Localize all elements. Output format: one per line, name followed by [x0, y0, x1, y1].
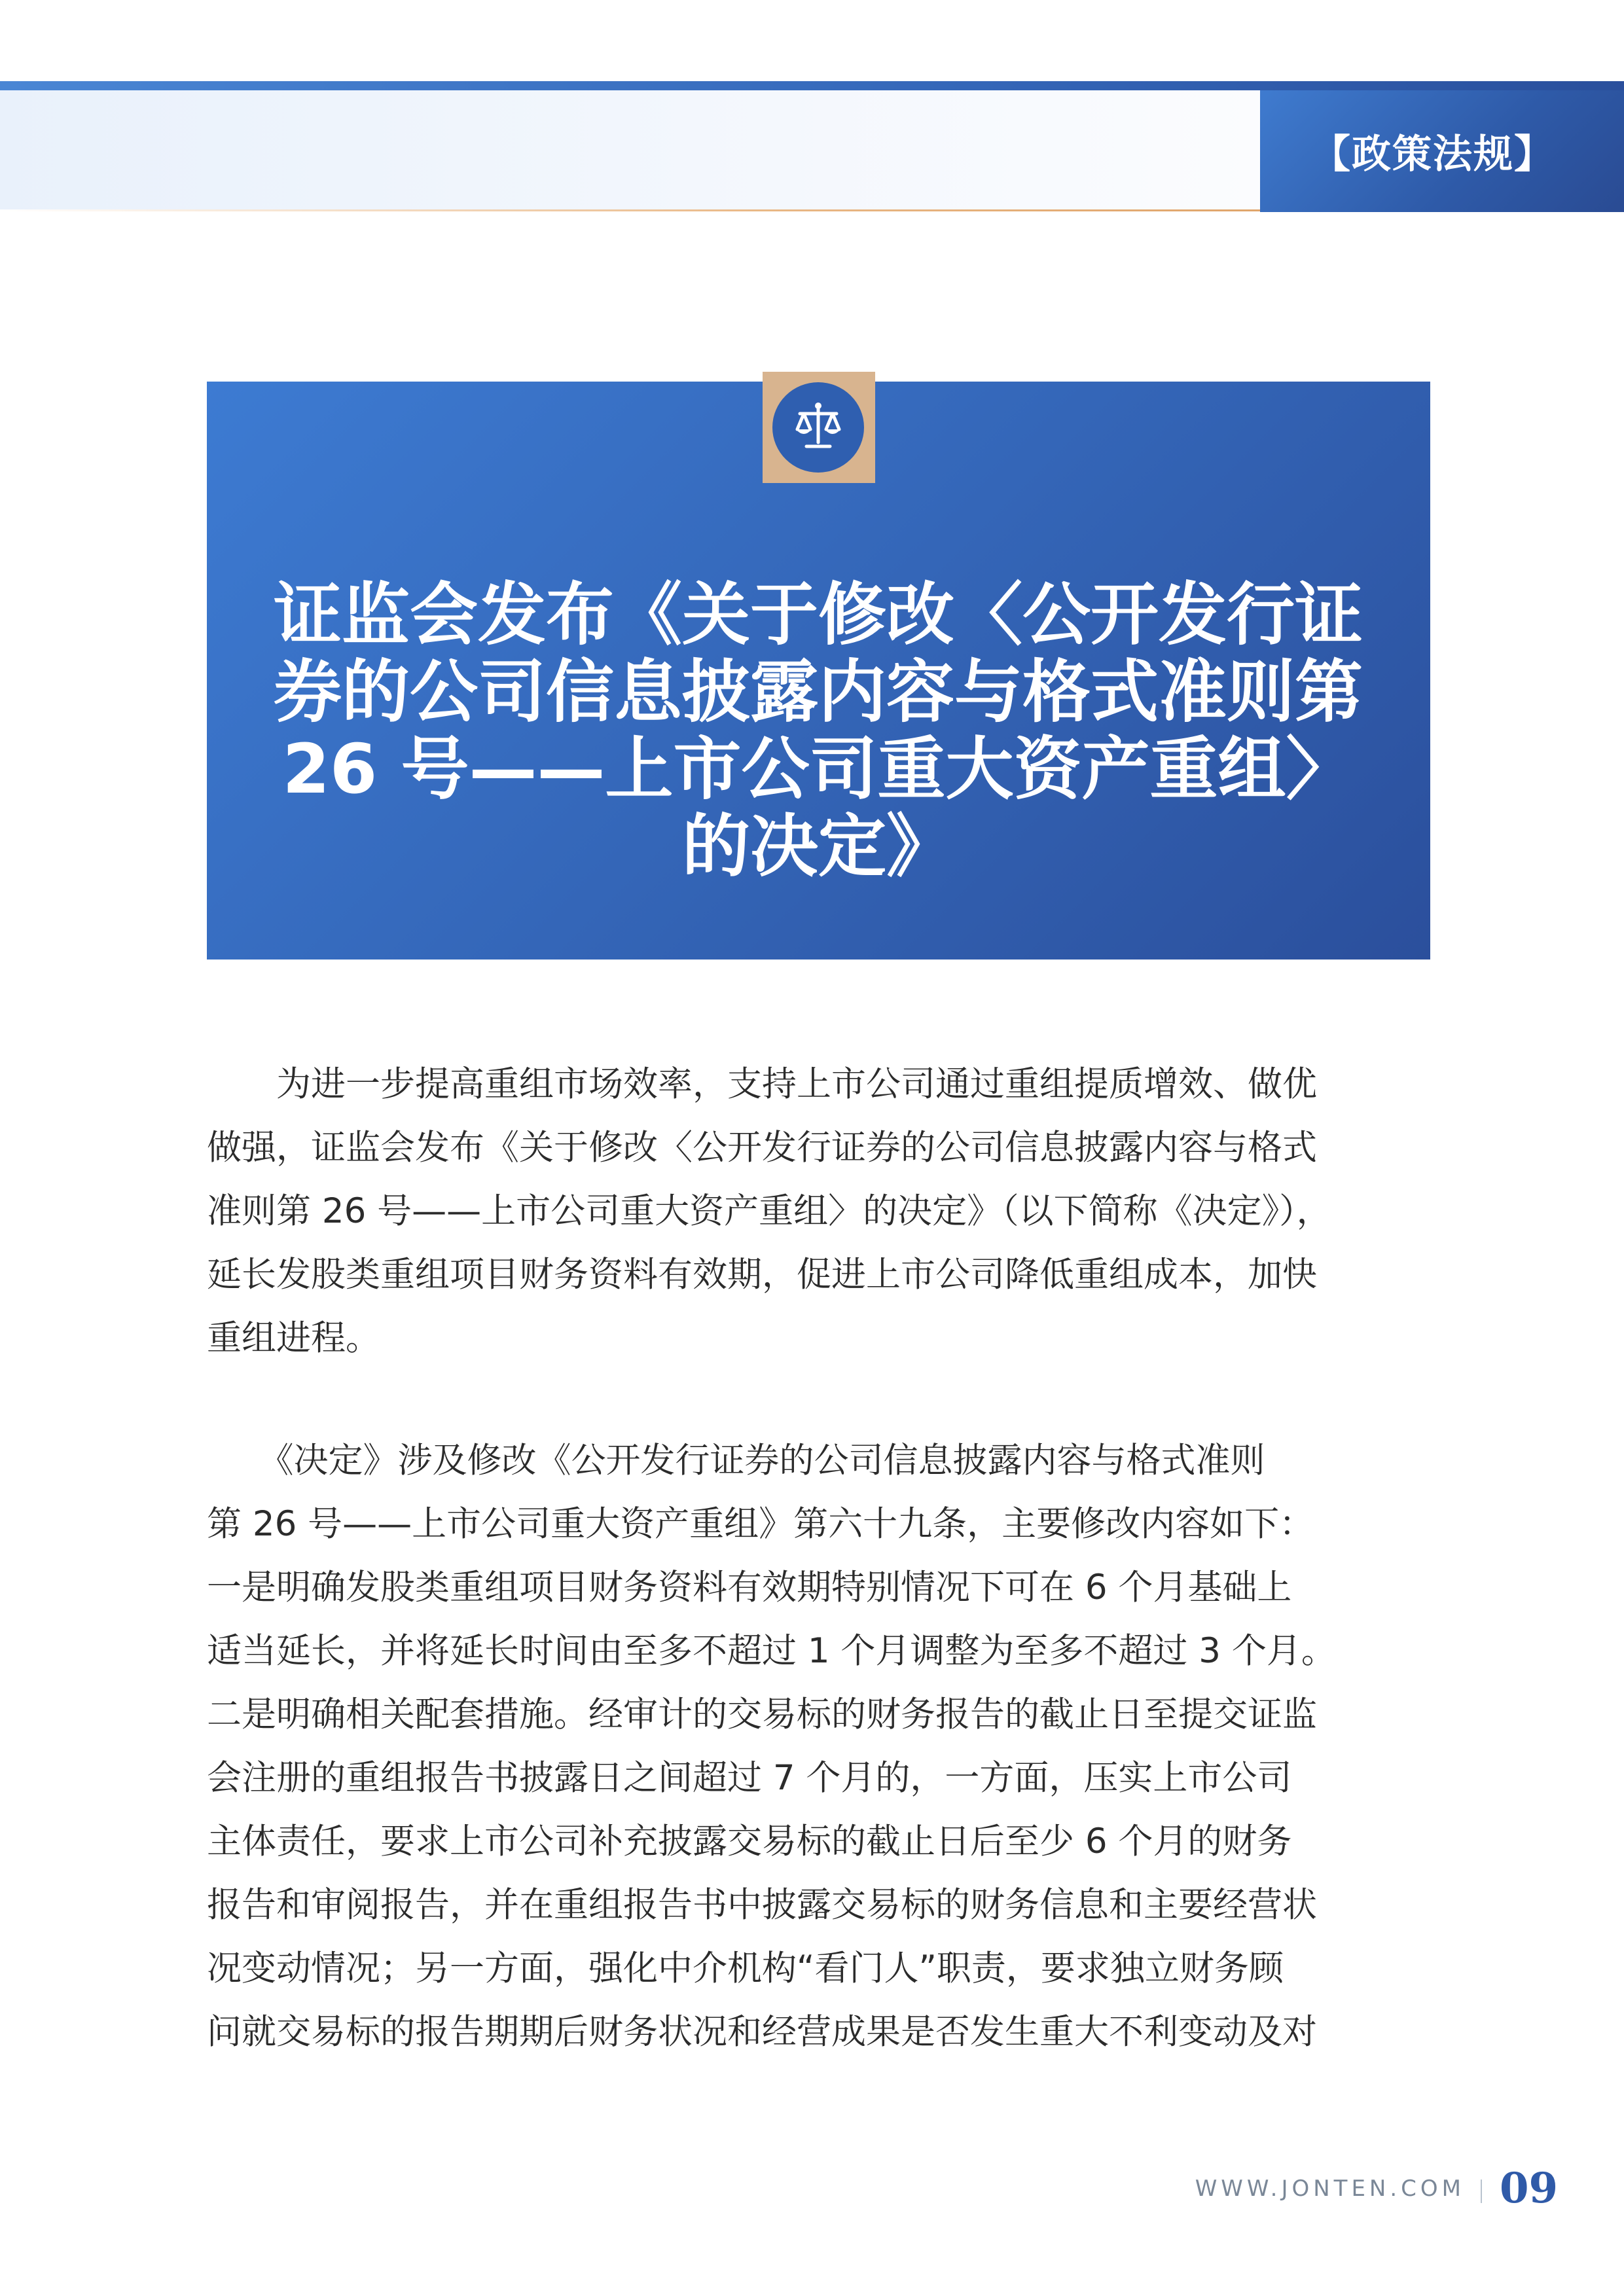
title-line: 26 号——上市公司重大资产重组〉 [282, 729, 1354, 809]
text-line: 况变动情况；另一方面，强化中介机构“看门人”职责，要求独立财务顾 [207, 1948, 1284, 1988]
paragraph-intro [207, 1052, 1430, 1370]
text-line: 一是明确发股类重组项目财务资料有效期特别情况下可在 6 个月基础上 [207, 1568, 1292, 1607]
page-number: 09 [1499, 2164, 1558, 2213]
text-line: 重组进程。 [207, 1318, 380, 1358]
page-footer [1195, 2164, 1571, 2213]
paragraph-details [207, 1429, 1430, 2064]
title-line: 的决定》 [681, 806, 954, 886]
text-line: 会注册的重组报告书披露日之间超过 7 个月的，一方面，压实上市公司 [207, 1758, 1292, 1798]
text-line: 适当延长，并将延长时间由至多不超过 1 个月调整为至多不超过 3 个月。 [207, 1631, 1336, 1671]
text-line: 报告和审阅报告，并在重组报告书中披露交易标的财务信息和主要经营状 [207, 1885, 1317, 1925]
text-line: 第 26 号——上市公司重大资产重组》第六十九条，主要修改内容如下： [207, 1504, 1314, 1544]
emblem-badge [763, 372, 875, 483]
emblem-circle [772, 382, 864, 473]
text-line: 二是明确相关配套措施。经审计的交易标的财务报告的截止日至提交证监 [207, 1695, 1317, 1734]
section-tag-label: 【政策法规】 [1311, 132, 1555, 177]
title-line: 证监会发布《关于修改〈公开发行证 [273, 575, 1363, 655]
text-line: 《决定》涉及修改《公开发行证券的公司信息披露内容与格式准则 [207, 1441, 1265, 1480]
top-accent-line [0, 81, 1624, 90]
section-tag [1260, 90, 1624, 212]
header-band [0, 90, 1260, 209]
website-url: WWW.JONTEN.COM [1195, 2176, 1465, 2202]
footer-divider [1481, 2179, 1482, 2203]
title-line: 券的公司信息披露内容与格式准则第 [273, 652, 1363, 732]
scales-of-justice-icon [791, 399, 846, 454]
text-line: 延长发股类重组项目财务资料有效期，促进上市公司降低重组成本，加快 [207, 1255, 1317, 1295]
text-line: 主体责任，要求上市公司补充披露交易标的截止日后至少 6 个月的财务 [207, 1821, 1292, 1861]
text-line: 准则第 26 号——上市公司重大资产重组〉的决定》（以下简称《决定》）， [207, 1191, 1331, 1231]
text-line: 问就交易标的报告期期后财务状况和经营成果是否发生重大不利变动及对 [207, 2012, 1317, 2052]
header-divider [0, 209, 1260, 211]
article-title [242, 576, 1394, 885]
text-line: 为进一步提高重组市场效率，支持上市公司通过重组提质增效、做优 [207, 1064, 1317, 1104]
text-line: 做强，证监会发布《关于修改〈公开发行证券的公司信息披露内容与格式 [207, 1128, 1317, 1168]
